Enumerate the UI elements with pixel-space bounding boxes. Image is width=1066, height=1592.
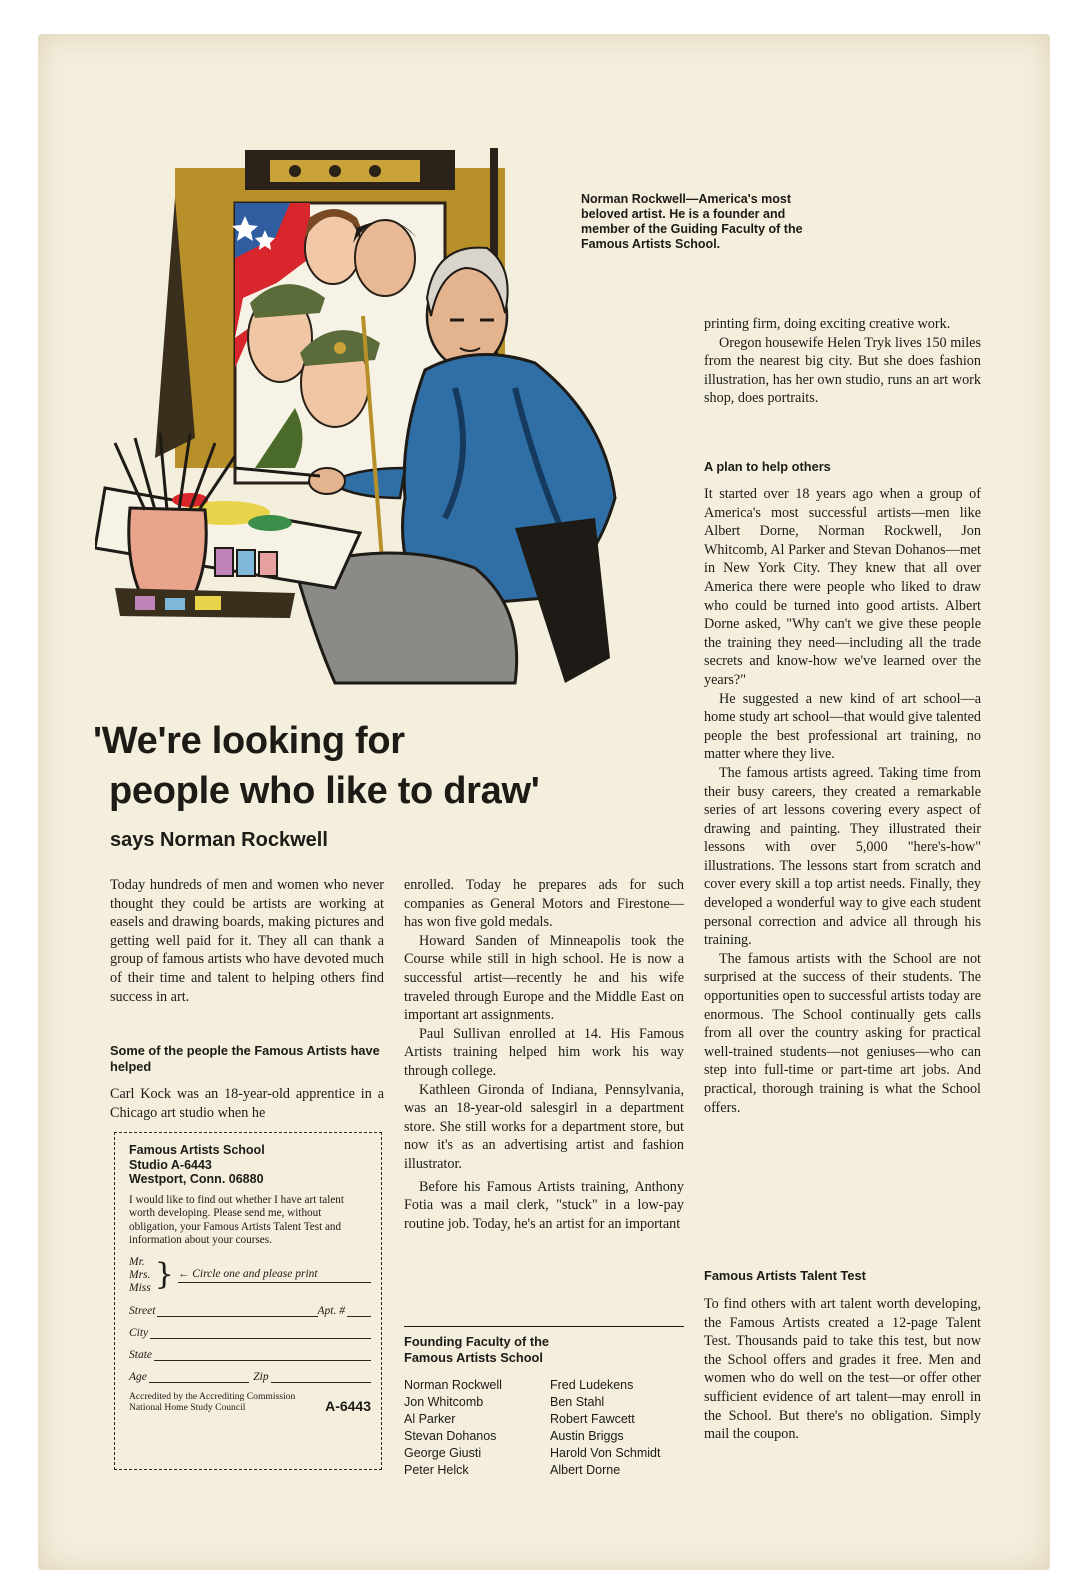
street-field[interactable] xyxy=(157,1305,317,1317)
column-1-subhead: Some of the people the Famous Artists have helped xyxy=(110,1043,380,1074)
faculty-member: Ben Stahl xyxy=(550,1394,605,1409)
age-field[interactable] xyxy=(149,1371,249,1383)
column-3-paragraph-3: It started over 18 years ago when a group of America's most successful artists—men like Albert Dorne, Norman Rockwell, Jon Whitcomb, Al Parker and Stevan Dohanos—met in New York City. They knew that all over America there were people who liked to draw who could be turned into good artists. Albert Dorne asked, "Why can't we give these people the training they need—including all the trade secrets and know-how we've learned over the years?" xyxy=(704,486,981,688)
subhead-plan: A plan to help others xyxy=(704,459,831,474)
byline: says Norman Rockwell xyxy=(110,829,328,851)
faculty-list-right xyxy=(550,1377,690,1478)
name-field[interactable] xyxy=(178,1268,371,1283)
column-2 xyxy=(404,876,684,1233)
coupon-request: I would like to find out whether I have art talent worth developing. Please send me, without obligation, your Famous Artists Talent Test and information about your courses. xyxy=(129,1193,344,1246)
accreditation-note: Accredited by the Accrediting Commission National Home Study Council xyxy=(129,1390,296,1413)
city-label: City xyxy=(129,1326,149,1339)
headline-line-2: people who like to draw' xyxy=(109,770,540,812)
faculty-member: Austin Briggs xyxy=(550,1428,624,1443)
zip-label: Zip xyxy=(253,1370,269,1383)
street-row[interactable] xyxy=(129,1305,371,1317)
salutation-miss[interactable]: Miss xyxy=(129,1281,151,1294)
circle-instruction: ← Circle one and please print xyxy=(177,1267,318,1280)
state-row[interactable] xyxy=(129,1349,371,1361)
street-label: Street xyxy=(129,1304,156,1317)
column-2-paragraph-4: Kathleen Gironda of Indiana, Pennsylvania, was an 18-year-old salesgirl in a department store. She still works for a department store, but now it's as an advertising artist and fashion illustrator. xyxy=(404,1081,684,1172)
illustration-caption xyxy=(581,192,831,252)
column-3-paragraph-5: The famous artists agreed. Taking time from their busy careers, they created a remarkable series of art lessons covering every aspect of drawing and painting. They illustrated their lessons with over 5,000 "here's-how" illustrations. The lessons start from scratch and cover every skill a top artist needs. Finally, they developed a wonderful way to give each student personal correction and advice all through his training. xyxy=(704,764,981,949)
faculty-list-left xyxy=(404,1377,544,1478)
coupon-address-line-2: Studio A-6443 xyxy=(129,1157,212,1172)
intro-paragraph: Today hundreds of men and women who never thought they could be artists are working at easels and drawing boards, making pictures and getting well paid for it. They all can thank a group of famous artists who have devoted much of their time and talent to helping others find success in art. xyxy=(110,877,384,1005)
state-label: State xyxy=(129,1348,152,1361)
coupon-address-line-3: Westport, Conn. 06880 xyxy=(129,1172,264,1186)
column-3-paragraph-7: To find others with art talent worth developing, the Famous Artists created a 12-page Talent Test. Thousands paid to take this test, but now the School offers and grades it free. Men and women who do well on the test—or offer other sufficient evidence of art talent—may enroll in the School. But there's no obligation. Simply mail the coupon. xyxy=(704,1296,981,1443)
faculty-member: Robert Fawcett xyxy=(550,1411,635,1426)
faculty-member: Stevan Dohanos xyxy=(404,1428,497,1443)
apt-field[interactable] xyxy=(347,1305,371,1317)
city-field[interactable] xyxy=(150,1327,371,1339)
column-2-paragraph-2: Howard Sanden of Minneapolis took the Course while still in high school. He is now a successful artist—recently he and his wife traveled through Europe and the Middle East on important art assignments. xyxy=(404,932,684,1024)
subhead-talent-test: Famous Artists Talent Test xyxy=(704,1268,866,1283)
age-label: Age xyxy=(129,1370,147,1383)
coupon-footer xyxy=(129,1391,371,1414)
norman-rockwell-illustration xyxy=(95,138,663,698)
headline xyxy=(93,716,653,816)
headline-line-1: 'We're looking for xyxy=(93,720,405,762)
faculty-member: Peter Helck xyxy=(404,1462,469,1477)
caption-name: Norman Rockwell xyxy=(581,192,686,206)
salutation-mrs[interactable]: Mrs. xyxy=(129,1268,151,1281)
column-2-paragraph-3: Paul Sullivan enrolled at 14. His Famous Artists training helped him work his way through college. xyxy=(404,1025,684,1079)
column-1-intro xyxy=(110,876,384,1006)
coupon-address-line-1: Famous Artists School xyxy=(129,1143,265,1157)
column-3-bottom xyxy=(704,1295,981,1444)
column-2-paragraph-5: Before his Famous Artists training, Anthony Fotia was a mail clerk, "stuck" in a low-pay routine job. Today, he's an artist for an important xyxy=(404,1178,684,1232)
faculty-member: Al Parker xyxy=(404,1411,456,1426)
age-zip-row[interactable] xyxy=(129,1371,371,1383)
faculty-title xyxy=(404,1334,549,1366)
column-3-middle xyxy=(704,485,981,1117)
coupon-code: A-6443 xyxy=(325,1397,371,1414)
column-3-top xyxy=(704,315,981,408)
column-3-paragraph-4: He suggested a new kind of art school—a home study art school—that would give talented people the best professional art training, no matter where they live. xyxy=(704,690,981,763)
caption-text: —America's most beloved artist. He is a founder and member of the Guiding Faculty of the Famous Artists School. xyxy=(581,192,803,251)
mail-coupon[interactable] xyxy=(114,1132,382,1470)
faculty-title-line-2: Famous Artists School xyxy=(404,1350,543,1365)
faculty-member: Jon Whitcomb xyxy=(404,1394,484,1409)
state-field[interactable] xyxy=(154,1349,371,1361)
faculty-member: George Giusti xyxy=(404,1445,482,1460)
column-1-carl xyxy=(110,1085,384,1122)
column-2-paragraph-1: enrolled. Today he prepares ads for such companies as General Motors and Firestone—has won five gold medals. xyxy=(404,877,684,931)
zip-field[interactable] xyxy=(271,1371,371,1383)
faculty-member: Fred Ludekens xyxy=(550,1378,634,1392)
column-3-paragraph-6: The famous artists with the School are not surprised at the success of their students. The opportunities open to successful artists today are enormous. The School continually gets calls from all over the country asking for practical well-trained students—not geniuses—who can step into full-time or part-time art jobs. And practical, thorough training is what the School offers. xyxy=(704,950,981,1116)
column-3-paragraph-2: Oregon housewife Helen Tryk lives 150 miles from the nearest big city. But she does fashion illustration, has her own studio, runs an art work shop, does portraits. xyxy=(704,334,981,407)
faculty-member: Norman Rockwell xyxy=(404,1378,502,1392)
faculty-divider xyxy=(404,1326,684,1327)
city-row[interactable] xyxy=(129,1327,371,1339)
brace-icon: } xyxy=(154,1257,174,1292)
faculty-member: Harold Von Schmidt xyxy=(550,1445,661,1460)
apt-label: Apt. # xyxy=(317,1304,345,1317)
faculty-member: Albert Dorne xyxy=(550,1462,621,1477)
faculty-title-line-1: Founding Faculty of the xyxy=(404,1334,550,1349)
salutation-group[interactable] xyxy=(129,1256,371,1295)
salutation-mr[interactable]: Mr. xyxy=(129,1255,145,1268)
carl-paragraph: Carl Kock was an 18-year-old apprentice in a Chicago art studio when he xyxy=(110,1086,384,1121)
column-3-paragraph-1: printing firm, doing exciting creative work. xyxy=(704,316,951,332)
